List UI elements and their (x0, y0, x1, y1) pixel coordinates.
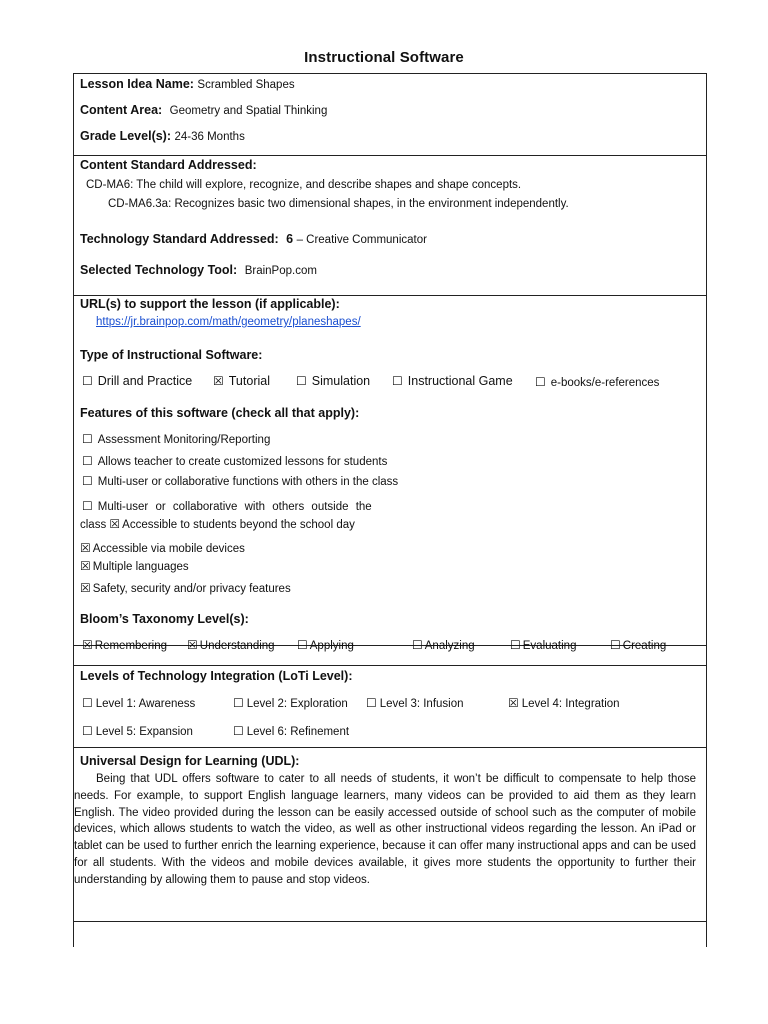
checkbox-checked-icon: ☒ (187, 638, 198, 652)
section-divider (73, 665, 707, 666)
checkbox-icon: ☐ (82, 374, 93, 388)
checkbox-icon: ☐ (392, 374, 403, 388)
checkbox-icon: ☐ (233, 696, 244, 710)
feature-item[interactable]: ☐ Allows teacher to create customized lessons for students (82, 454, 388, 468)
table-right-border (706, 73, 707, 947)
blooms-option[interactable]: ☐ Applying (297, 638, 354, 652)
section-divider (73, 155, 707, 156)
content-standard-line-1: CD-MA6: The child will explore, recognize, and describe shapes and shape concepts. (86, 179, 522, 191)
feature-item[interactable]: ☐ Assessment Monitoring/Reporting (82, 432, 271, 446)
section-divider (73, 747, 707, 748)
content-area-label: Content Area: (80, 103, 163, 117)
content-standard-line-2: CD-MA6.3a: Recognizes basic two dimensional shapes, in the environment independently. (108, 198, 569, 210)
lesson-url-link[interactable]: https://jr.brainpop.com/math/geometry/planeshapes/ (96, 316, 361, 328)
url-label: URL(s) to support the lesson (if applicable): (80, 297, 340, 311)
udl-paragraph: Being that UDL offers software to cater to all needs of students, it won’t be difficult to compensate to help those needs. For example, to support English language learners, many videos can be provided to aid them as they learn English. The video provided during the lesson can be easily accessed outside of school such as the computer of mobile devices, which allows students to watch the video, as well as other instructional videos regarding the lesson. An iPad or tablet can be used to further enrich the learning experience, because it can offer many instructional apps and can be used for all students. With the videos and mobile devices available, it gives more students the opportunity to further their understanding by allowing them to pause and stop videos. (74, 773, 696, 886)
checkbox-icon: ☐ (233, 724, 244, 738)
tech-standard-value: – Creative Communicator (296, 234, 427, 246)
feature-item[interactable]: ☐ Multi-user or collaborative functions with others in the class (82, 474, 399, 488)
tech-standard-label: Technology Standard Addressed: (80, 232, 279, 246)
checkbox-checked-icon: ☒ (213, 374, 224, 388)
tech-tool-value: BrainPop.com (244, 265, 317, 277)
blooms-option[interactable]: ☐ Creating (610, 638, 667, 652)
document-title: Instructional Software (304, 49, 464, 66)
checkbox-checked-icon: ☒ (82, 638, 93, 652)
blooms-option[interactable]: ☒ Understanding (187, 638, 275, 652)
checkbox-icon: ☐ (610, 638, 621, 652)
software-type-label: Type of Instructional Software: (80, 348, 263, 362)
lesson-idea-value: Scrambled Shapes (197, 79, 295, 91)
loti-option[interactable]: ☐ Level 3: Infusion (366, 696, 464, 710)
content-area-row (80, 102, 327, 119)
udl-label: Universal Design for Learning (UDL): (80, 754, 300, 768)
features-label: Features of this software (check all that apply): (80, 406, 360, 420)
software-type-option[interactable]: ☐ Simulation (296, 374, 371, 388)
checkbox-checked-icon: ☒ (80, 581, 91, 595)
grade-level-row (80, 128, 245, 145)
checkbox-icon: ☐ (82, 724, 93, 738)
checkbox-icon: ☐ (82, 696, 93, 710)
checkbox-icon: ☐ (82, 454, 93, 468)
software-type-option[interactable]: ☒ Tutorial (213, 374, 270, 388)
feature-item[interactable]: class ☒ Accessible to students beyond the school day (80, 517, 355, 531)
software-type-option[interactable]: ☐ Instructional Game (392, 374, 513, 388)
loti-label: Levels of Technology Integration (LoTi Level): (80, 669, 353, 683)
tech-tool-row (80, 262, 317, 279)
software-type-option[interactable]: ☐ e-books/e-references (535, 375, 660, 389)
grade-level-value: 24-36 Months (174, 131, 245, 143)
checkbox-icon: ☐ (297, 638, 308, 652)
checkbox-icon: ☐ (535, 375, 546, 389)
blooms-option[interactable]: ☒ Remembering (82, 638, 167, 652)
grade-level-label: Grade Level(s): (80, 129, 172, 143)
checkbox-icon: ☐ (82, 474, 93, 488)
feature-item[interactable]: ☒ Multiple languages (80, 559, 189, 573)
content-standard-label: Content Standard Addressed: (80, 158, 257, 172)
feature-item[interactable]: ☒ Safety, security and/or privacy features (80, 581, 291, 595)
checkbox-checked-icon: ☒ (80, 559, 91, 573)
content-area-value: Geometry and Spatial Thinking (169, 105, 328, 117)
checkbox-checked-icon: ☒ (80, 541, 91, 555)
checkbox-icon: ☐ (296, 374, 307, 388)
feature-item[interactable]: ☒ Accessible via mobile devices (80, 541, 245, 555)
checkbox-icon: ☐ (366, 696, 377, 710)
checkbox-icon: ☐ (82, 499, 93, 513)
checkbox-checked-icon: ☒ (109, 517, 121, 531)
loti-option[interactable]: ☐ Level 5: Expansion (82, 724, 193, 738)
feature-item[interactable]: ☐ Multi-user or collaborative with others outside the (82, 499, 372, 513)
lesson-idea-label: Lesson Idea Name: (80, 77, 194, 91)
tech-standard-number: 6 (286, 232, 294, 246)
checkbox-icon: ☐ (412, 638, 423, 652)
blooms-option[interactable]: ☐ Analyzing (412, 638, 475, 652)
loti-option[interactable]: ☐ Level 2: Exploration (233, 696, 348, 710)
loti-option[interactable]: ☒ Level 4: Integration (508, 696, 620, 710)
tech-tool-label: Selected Technology Tool: (80, 263, 238, 277)
section-divider (73, 921, 707, 922)
table-top-border (73, 73, 707, 74)
blooms-label: Bloom’s Taxonomy Level(s): (80, 612, 249, 626)
loti-option[interactable]: ☐ Level 6: Refinement (233, 724, 350, 738)
loti-option[interactable]: ☐ Level 1: Awareness (82, 696, 196, 710)
lesson-idea-row (80, 76, 295, 93)
checkbox-icon: ☐ (82, 432, 93, 446)
checkbox-icon: ☐ (510, 638, 521, 652)
checkbox-checked-icon: ☒ (508, 696, 519, 710)
blooms-option[interactable]: ☐ Evaluating (510, 638, 577, 652)
software-type-option[interactable]: ☐ Drill and Practice (82, 374, 193, 388)
tech-standard-row (80, 231, 427, 248)
